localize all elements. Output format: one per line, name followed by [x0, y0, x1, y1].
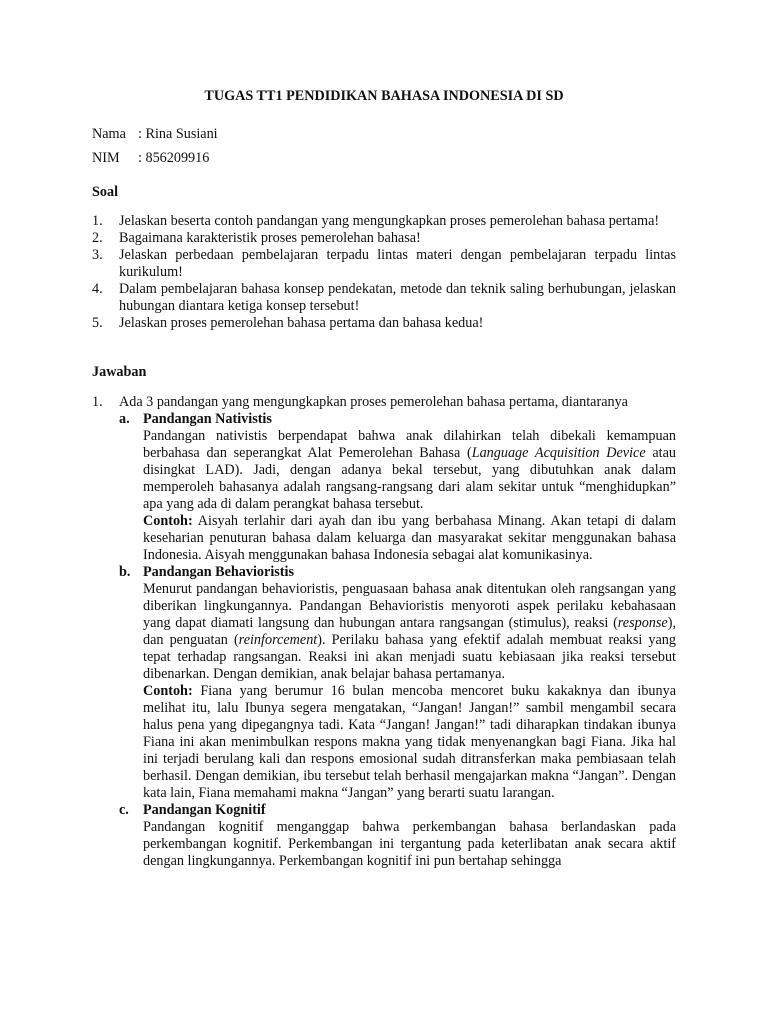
sub-b-example: Contoh: Fiana yang berumur 16 bulan mencoba mencoret buku kakaknya dan ibunya melihat itu, lalu Ibunya segera mengatakan, “Jangan! Jangan!” sambil mengambil secara halus pena yang dipegangnya tadi. Kata “Jangan! Jangan!” tadi diharapkan tindakan ibunya Fiana ini akan menimbulkan respons makna yang tidak menyenangkan bagi Fiana. Jika hal ini terjadi berulang kali dan respons emosional sudah ditransferkan maka pembiasaan telah berhasil. Dengan demikian, ibu tersebut telah berhasil mengajarkan makna “Jangan”. Dengan kata lain, Fiana memahami makna “Jangan” yang berarti suatu larangan.	[143, 683, 676, 801]
nim-label: NIM	[92, 150, 120, 166]
sub-b-title: Pandangan Behavioristis	[143, 564, 294, 580]
sub-c-title: Pandangan Kognitif	[143, 802, 266, 818]
list-item: 4. Dalam pembelajaran bahasa konsep pendekatan, metode dan teknik saling berhubungan, jelaskan hubungan diantara ketiga konsep tersebut!	[92, 281, 676, 314]
jawaban-list	[92, 394, 676, 870]
sub-c-paragraph: Pandangan kognitif menganggap bahwa perkembangan bahasa berlandaskan pada perkembangan kognitif. Perkembangan ini tergantung pada keterlibatan anak secara aktif dengan lingkungannya. Perkembangan kognitif ini pun bertahap sehingga	[143, 819, 676, 869]
list-item: 3. Jelaskan perbedaan pembelajaran terpadu lintas materi dengan pembelajaran terpadu lintas kurikulum!	[92, 247, 676, 280]
list-item: 2. Bagaimana karakteristik proses pemerolehan bahasa!	[92, 230, 421, 246]
sub-b-paragraph: Menurut pandangan behavioristis, penguasaan bahasa anak ditentukan oleh rangsangan yang diberikan lingkungannya. Pandangan Behavioristis menyoroti aspek perilaku kebahasaan yang dapat diamati langsung dan hubungan antara rangsangan (stimulus), reaksi (response), dan penguatan (reinforcement). Perilaku bahasa yang efektif adalah membuat reaksi yang tepat terhadap rangsangan. Reaksi ini akan menjadi suatu kebiasaan jika reaksi tersebut dibenarkan. Dengan demikian, anak belajar bahasa pertamanya.	[143, 581, 676, 682]
sub-a-title: Pandangan Nativistis	[143, 411, 272, 427]
answer-item: 1. Ada 3 pandangan yang mengungkapkan proses pemerolehan bahasa pertama, diantaranya	[92, 394, 628, 410]
nim-value: : 856209916	[138, 150, 210, 166]
answer-sub-b: b. Pandangan Behavioristis Menurut pandangan behavioristis, penguasaan bahasa anak ditentukan oleh rangsangan yang diberikan lingkungannya. Pandangan Behavioristis menyoroti aspek perilaku kebahasaan yang dapat diamati langsung dan hubungan antara rangsangan (stimulus), reaksi (response), dan penguatan (reinforcement). Perilaku bahasa yang efektif adalah membuat reaksi yang tepat terhadap rangsangan. Reaksi ini akan menjadi suatu kebiasaan jika reaksi tersebut dibenarkan. Dengan demikian, anak belajar bahasa pertamanya. Contoh: Fiana yang berumur 16 bulan mencoba mencoret buku kakaknya dan ibunya melihat itu, lalu Ibunya segera mengatakan, “Jangan! Jangan!” sambil mengambil secara halus pena yang dipegangnya tadi. Kata “Jangan! Jangan!” tadi diharapkan tindakan ibunya Fiana ini akan menimbulkan respons makna yang tidak menyenangkan bagi Fiana. Jika hal ini terjadi berulang kali dan respons emosional sudah ditransferkan maka pembiasaan telah berhasil. Dengan demikian, ibu tersebut telah berhasil mengajarkan makna “Jangan”. Dengan kata lain, Fiana memahami makna “Jangan” yang berarti suatu larangan.	[119, 564, 676, 801]
soal-heading: Soal	[92, 184, 119, 200]
jawaban-heading: Jawaban	[92, 364, 147, 380]
document-title: TUGAS TT1 PENDIDIKAN BAHASA INDONESIA DI SD	[204, 88, 564, 104]
soal-list	[92, 213, 676, 332]
answer-sub-c: c. Pandangan Kognitif Pandangan kognitif menganggap bahwa perkembangan bahasa berlandaskan pada perkembangan kognitif. Perkembangan ini tergantung pada keterlibatan anak secara aktif dengan lingkungannya. Perkembangan kognitif ini pun bertahap sehingga	[119, 802, 676, 869]
list-item: 5. Jelaskan proses pemerolehan bahasa pertama dan bahasa kedua!	[92, 315, 484, 331]
name-label: Nama	[92, 126, 126, 142]
name-value: : Rina Susiani	[138, 126, 218, 142]
sub-a-paragraph: Pandangan nativistis berpendapat bahwa anak dilahirkan telah dibekali kemampuan berbahasa dan seperangkat Alat Pemerolehan Bahasa (Language Acquisition Device atau disingkat LAD). Jadi, dengan adanya bekal tersebut, yang dibutuhkan anak dalam memperoleh bahasanya adalah rangsang-rangsang dari alam sekitar untuk “menghidupkan” apa yang ada di dalam perangkat bahasa tersebut.	[143, 428, 676, 512]
list-item: 1. Jelaskan beserta contoh pandangan yang mengungkapkan proses pemerolehan bahasa pertama!	[92, 213, 660, 229]
nim-line	[92, 150, 209, 167]
name-line	[92, 126, 218, 143]
sub-a-example: Contoh: Aisyah terlahir dari ayah dan ibu yang berbahasa Minang. Akan tetapi di dalam keseharian penuturan bahasa dalam keluarga dan masyarakat sekitar menggunakan bahasa Indonesia. Aisyah menggunakan bahasa Indonesia sebagai alat komunikasinya.	[143, 513, 676, 563]
answer-sub-a: a. Pandangan Nativistis Pandangan nativistis berpendapat bahwa anak dilahirkan telah dibekali kemampuan berbahasa dan seperangkat Alat Pemerolehan Bahasa (Language Acquisition Device atau disingkat LAD). Jadi, dengan adanya bekal tersebut, yang dibutuhkan anak dalam memperoleh bahasanya adalah rangsang-rangsang dari alam sekitar untuk “menghidupkan” apa yang ada di dalam perangkat bahasa tersebut. Contoh: Aisyah terlahir dari ayah dan ibu yang berbahasa Minang. Akan tetapi di dalam keseharian penuturan bahasa dalam keluarga dan masyarakat sekitar menggunakan bahasa Indonesia. Aisyah menggunakan bahasa Indonesia sebagai alat komunikasinya.	[119, 411, 676, 563]
